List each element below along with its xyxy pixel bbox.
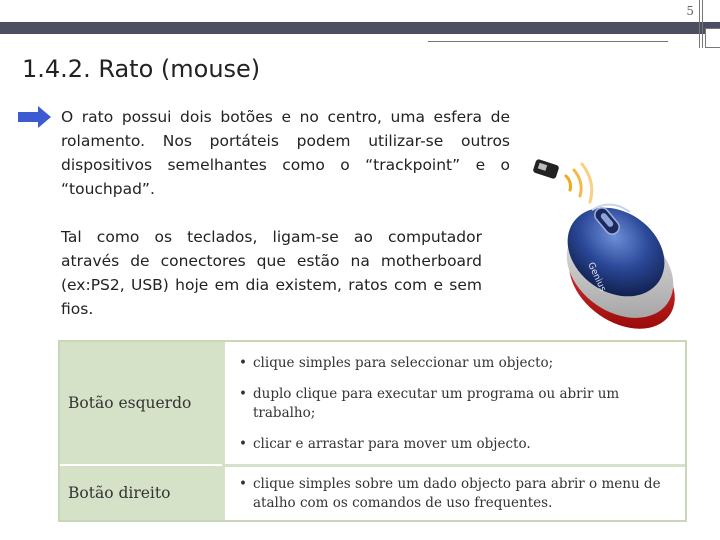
slide-title: 1.4.2. Rato (mouse): [22, 55, 261, 83]
usb-receiver-icon: [532, 159, 559, 180]
list-item: • duplo clique para executar um programa ou abrir um trabalho;: [239, 385, 675, 423]
mouse-brand-logo: Genius: [585, 261, 608, 294]
left-button-label: Botão esquerdo: [59, 341, 224, 465]
table-row-left-button: [59, 341, 686, 465]
corner-box: [705, 28, 720, 48]
right-button-label: Botão direito: [59, 465, 224, 521]
wireless-mouse-image: [530, 152, 690, 330]
header-bar: [0, 22, 720, 34]
list-item: • clique simples sobre um dado objecto para abrir o menu de atalho com os comandos de uso frequentes.: [239, 475, 675, 513]
list-item: • clicar e arrastar para mover um objecto.: [239, 435, 675, 454]
page-number: 5: [686, 4, 694, 18]
table-row-right-button: [59, 465, 686, 521]
right-button-functions: [224, 465, 687, 521]
paragraph-mouse-connection: Tal como os teclados, ligam-se ao computador através de conectores que estão na motherboard (ex:PS2, USB) hoje em dia existem, ratos com e sem fios.: [61, 228, 482, 318]
mouse-buttons-table: [58, 340, 687, 522]
arrow-bullet-icon: [18, 106, 52, 128]
wireless-signal-icon: [566, 164, 592, 202]
left-button-functions: [224, 341, 687, 465]
list-item: • clique simples para seleccionar um objecto;: [239, 354, 675, 373]
paragraph-mouse-description: O rato possui dois botões e no centro, uma esfera de rolamento. Nos portáteis podem utilizar-se outros dispositivos semelhantes como o “trackpoint” e o “touchpad”.: [61, 108, 510, 198]
header-rule: [428, 41, 668, 42]
